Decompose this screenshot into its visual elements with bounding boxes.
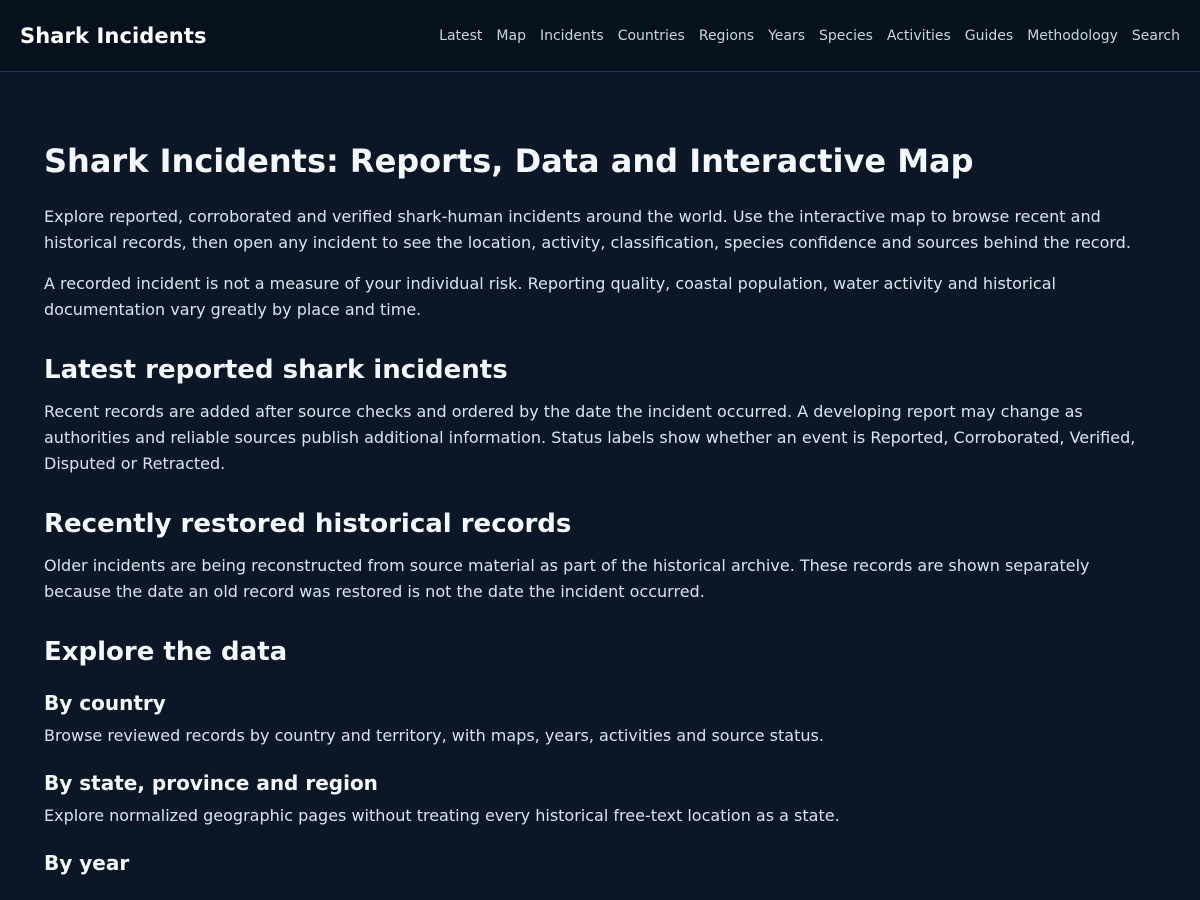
nav-link-activities[interactable]: Activities	[886, 27, 951, 44]
nav-link-countries[interactable]: Countries	[617, 27, 685, 44]
by-country-description: Browse reviewed records by country and territory, with maps, years, activities and source status.	[44, 726, 824, 745]
by-country-heading: By country	[44, 691, 166, 715]
restored-heading: Recently restored historical records	[44, 509, 572, 539]
nav-link-years[interactable]: Years	[768, 27, 806, 44]
risk-disclaimer-paragraph: A recorded incident is not a measure of your individual risk. Reporting quality, coastal population, water activity and historical documentation vary greatly by place and time.	[44, 274, 1056, 319]
nav-link-species[interactable]: Species	[819, 27, 873, 44]
nav-link-map[interactable]: Map	[496, 27, 526, 44]
nav-link-regions[interactable]: Regions	[698, 27, 755, 44]
page-title: Shark Incidents: Reports, Data and Interactive Map	[44, 142, 974, 180]
by-region-heading: By state, province and region	[44, 771, 378, 795]
by-year-heading: By year	[44, 851, 130, 875]
main-content	[0, 72, 1200, 877]
explore-heading: Explore the data	[44, 637, 288, 667]
main-nav	[425, 28, 1180, 44]
nav-link-guides[interactable]: Guides	[964, 27, 1014, 44]
latest-description: Recent records are added after source checks and ordered by the date the incident occurred. A developing report may change as authorities and reliable sources publish additional information. Status labels show whether an event is Reported, Corroborated, Verified, Disputed or Retracted.	[44, 402, 1136, 473]
site-logo-link[interactable]: Shark Incidents	[20, 23, 207, 48]
site-header	[0, 0, 1200, 72]
nav-link-latest[interactable]: Latest	[439, 27, 483, 44]
intro-paragraph: Explore reported, corroborated and verified shark-human incidents around the world. Use the interactive map to browse recent and historical records, then open any incident to see the location, activity, classification, species confidence and sources behind the record.	[44, 207, 1131, 252]
nav-link-incidents[interactable]: Incidents	[539, 27, 604, 44]
nav-link-methodology[interactable]: Methodology	[1027, 27, 1118, 44]
nav-link-search[interactable]: Search	[1131, 27, 1180, 44]
restored-description: Older incidents are being reconstructed from source material as part of the historical archive. These records are shown separately because the date an old record was restored is not the date the incident occurred.	[44, 556, 1090, 601]
by-region-description: Explore normalized geographic pages without treating every historical free-text location as a state.	[44, 806, 840, 825]
latest-heading: Latest reported shark incidents	[44, 355, 508, 385]
